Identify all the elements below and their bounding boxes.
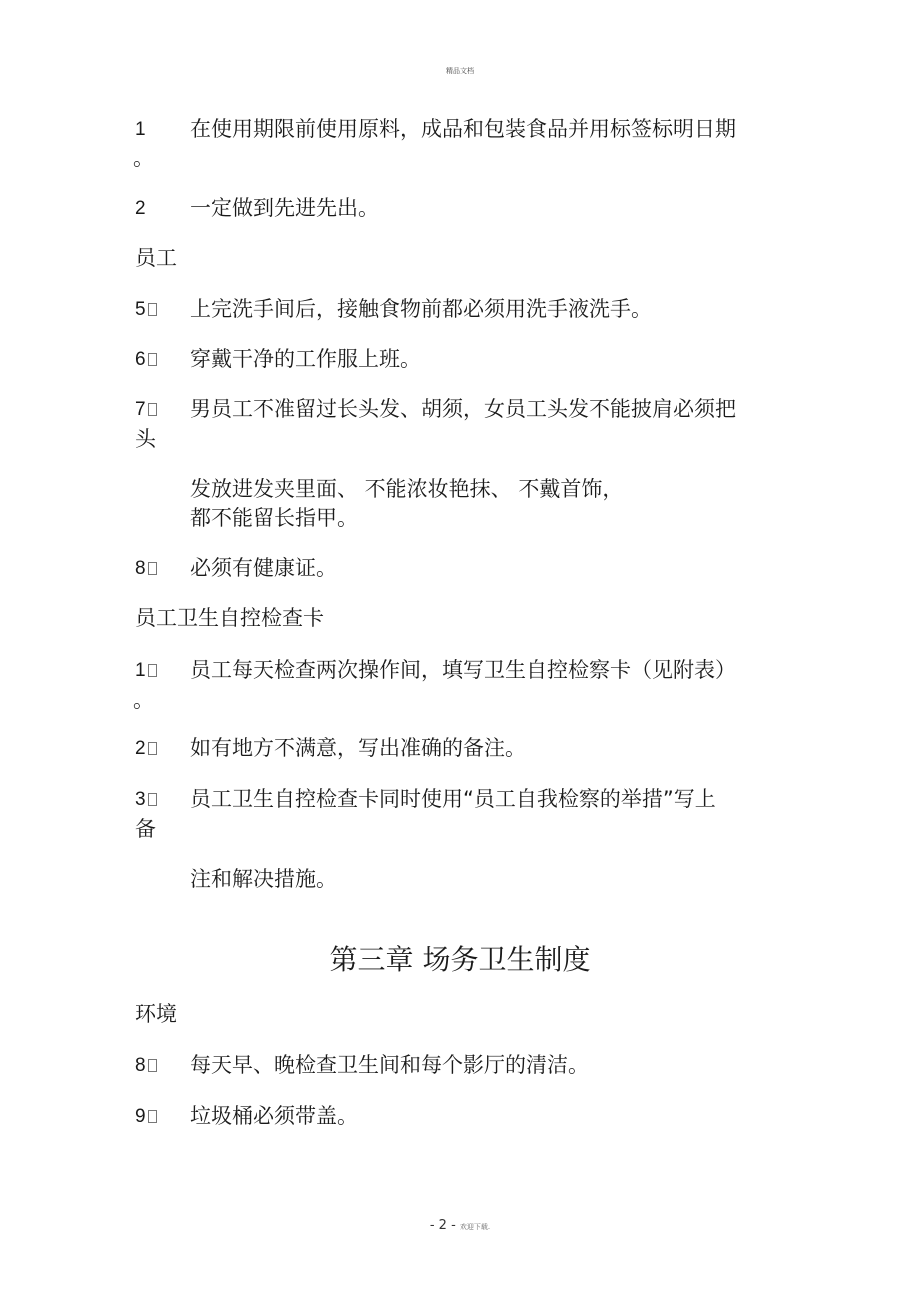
- item-text: 每天早、晚检查卫生间和每个影厅的清洁。: [190, 1053, 589, 1077]
- item-text: 员工每天检查两次操作间，填写卫生自控检察卡（见附表）: [190, 658, 736, 682]
- missing-glyph-box: [148, 742, 157, 755]
- item-number: 1: [135, 655, 157, 687]
- item-text-extra: 注和解决措施。: [190, 867, 337, 891]
- item-number: 1: [135, 119, 146, 140]
- missing-glyph-box: [148, 1110, 157, 1123]
- missing-glyph-box: [148, 793, 157, 806]
- item-text: 必须有健康证。: [190, 556, 337, 580]
- item-continuation: 。: [133, 146, 154, 170]
- item-text: 在使用期限前使用原料，成品和包装食品并用标签标明日期: [190, 117, 736, 141]
- item-continuation: 头: [135, 427, 156, 451]
- missing-glyph-box: [148, 303, 157, 316]
- item-number: 9: [135, 1101, 157, 1133]
- footer-note: 欢迎下载.: [459, 1223, 491, 1231]
- missing-glyph-box: [148, 353, 157, 366]
- missing-glyph-box: [148, 1059, 157, 1072]
- item-text: 男员工不准留过长头发、胡须，女员工头发不能披肩必须把: [190, 397, 736, 421]
- item-text-extra: 发放进发夹里面、 不能浓妆艳抹、 不戴首饰，: [190, 477, 624, 501]
- section-heading: 员工: [135, 246, 177, 270]
- item-text: 穿戴干净的工作服上班。: [190, 347, 421, 371]
- item-number: 3: [135, 784, 157, 816]
- missing-glyph-box: [148, 562, 157, 575]
- page-header: 精品文档: [446, 67, 474, 75]
- section-heading: 环境: [135, 1002, 177, 1026]
- item-number: 8: [135, 1050, 157, 1082]
- item-continuation: 。: [133, 688, 154, 712]
- item-text-extra: 都不能留长指甲。: [190, 506, 358, 530]
- item-number: 5: [135, 294, 157, 326]
- item-number: 2: [135, 733, 157, 765]
- item-text: 上完洗手间后，接触食物前都必须用洗手液洗手。: [190, 297, 652, 321]
- section-heading: 员工卫生自控检查卡: [135, 606, 324, 630]
- item-text: 一定做到先进先出。: [190, 196, 379, 220]
- item-text: 垃圾桶必须带盖。: [190, 1104, 358, 1128]
- item-continuation: 备: [135, 817, 156, 841]
- item-number: 7: [135, 394, 157, 426]
- item-number: 6: [135, 344, 157, 376]
- item-number: 8: [135, 553, 157, 585]
- item-text: 员工卫生自控检查卡同时使用“员工自我检察的举措”写上: [190, 787, 716, 811]
- page-footer: [0, 1218, 920, 1233]
- missing-glyph-box: [148, 664, 157, 677]
- item-number: 2: [135, 198, 146, 219]
- chapter-title: 第三章 场务卫生制度: [329, 943, 591, 976]
- missing-glyph-box: [148, 403, 157, 416]
- page-number: - 2 -: [429, 1218, 456, 1233]
- item-text: 如有地方不满意，写出准确的备注。: [190, 736, 526, 760]
